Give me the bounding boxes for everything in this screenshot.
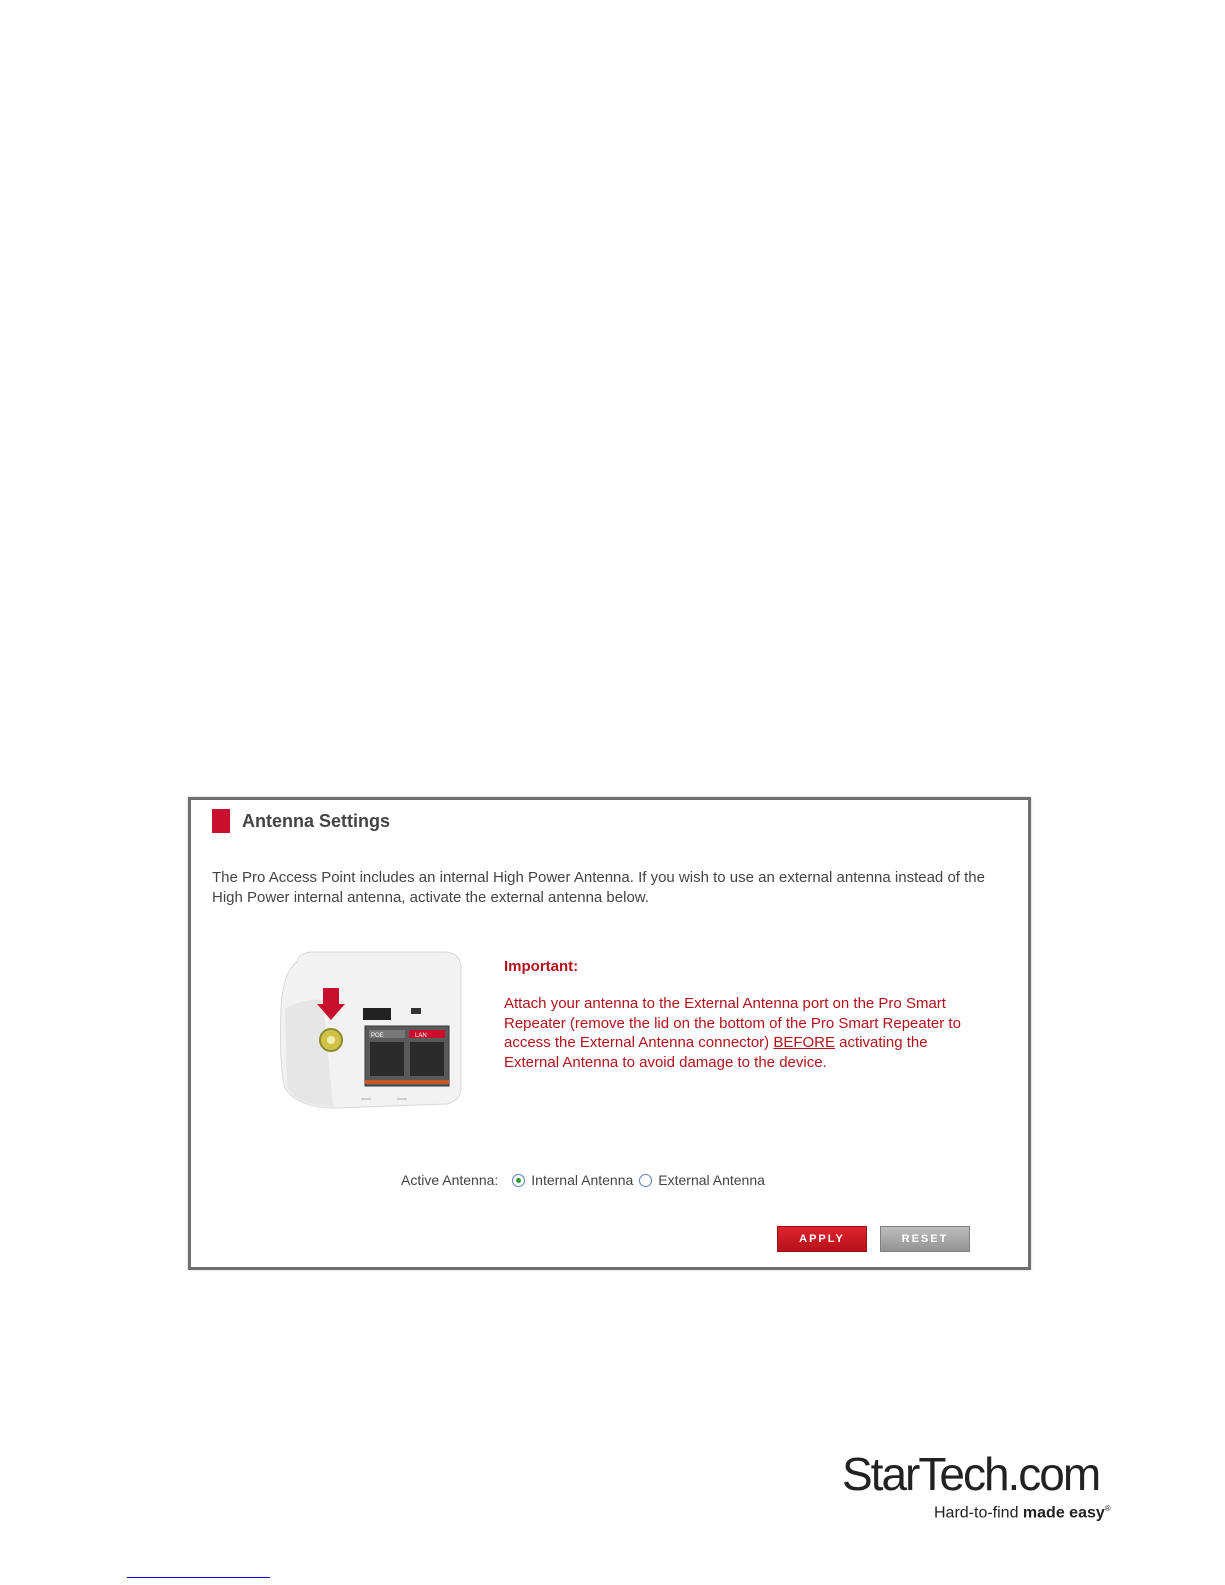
important-notice — [504, 958, 964, 1072]
tagline-bold: made easy — [1022, 1504, 1105, 1522]
antenna-settings-panel — [188, 797, 1031, 1270]
startech-logo — [842, 1447, 1127, 1527]
panel-description: The Pro Access Point includes an internal High Power Antenna. If you wish to use an external antenna instead of the High Power internal antenna, activate the external antenna below. — [212, 869, 985, 906]
brand-wordmark: StarTech.com — [842, 1448, 1100, 1500]
poe-port-label: POE — [371, 1033, 384, 1039]
reset-button[interactable]: RESET — [880, 1226, 970, 1252]
important-text — [504, 994, 964, 1072]
lan-port-label: LAN — [415, 1033, 427, 1039]
apply-button[interactable]: APPLY — [777, 1226, 867, 1252]
external-antenna-label[interactable]: External Antenna — [658, 1172, 765, 1188]
registered-mark: ® — [1104, 1504, 1111, 1513]
tagline-regular: Hard-to-find — [934, 1504, 1023, 1522]
important-before-emphasis: BEFORE — [773, 1034, 836, 1051]
internal-antenna-label[interactable]: Internal Antenna — [531, 1172, 634, 1188]
active-antenna-row — [401, 1172, 771, 1188]
panel-title: Antenna Settings — [242, 810, 391, 831]
important-text-part: activating the External Antenna to avoid damage to the device. — [504, 1034, 928, 1071]
active-antenna-label: Active Antenna: — [401, 1172, 499, 1188]
internal-antenna-radio[interactable] — [512, 1174, 525, 1187]
footer-link-underline[interactable] — [127, 1577, 270, 1578]
brand-tagline — [934, 1504, 1111, 1522]
header-marker-icon — [212, 809, 230, 833]
important-text-part: Attach your antenna to the External Antenna port on the Pro Smart Repeater (remove the lid on the bottom of the Pro Smart Repeater to access the External Antenna connector) — [504, 995, 961, 1051]
external-antenna-radio[interactable] — [639, 1174, 652, 1187]
panel-header — [212, 809, 390, 833]
important-heading: Important: — [504, 958, 579, 975]
device-antenna-port-photo — [277, 948, 467, 1112]
